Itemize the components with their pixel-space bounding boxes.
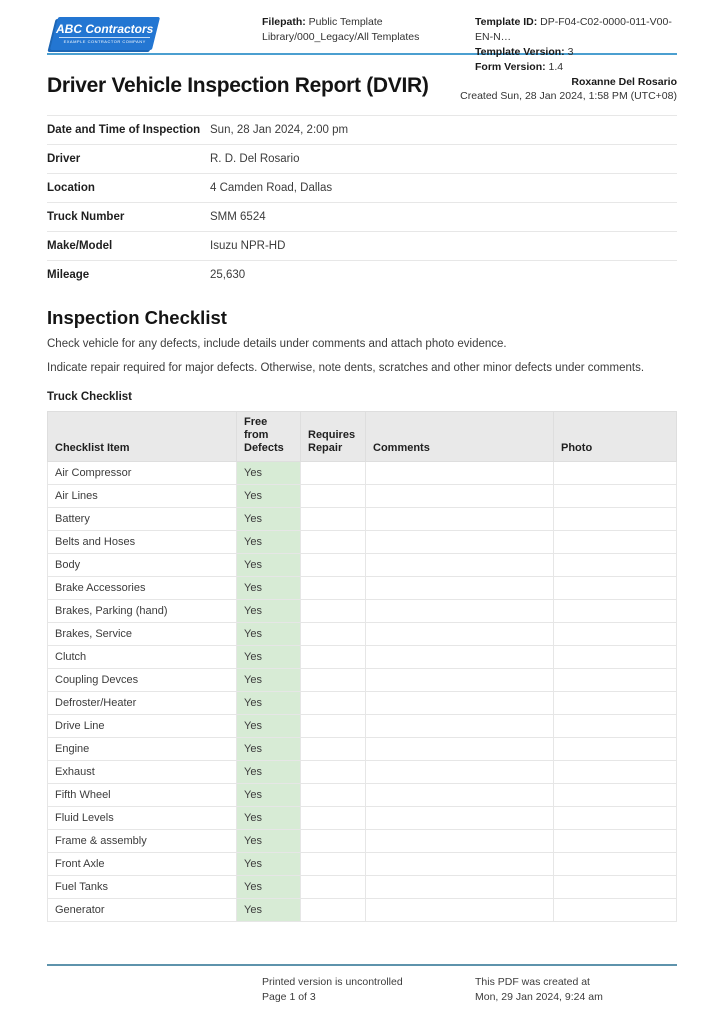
detail-row bbox=[47, 173, 677, 202]
requires-repair-cell bbox=[301, 761, 366, 784]
footer-left-block bbox=[262, 975, 475, 1005]
comments-cell bbox=[366, 600, 554, 623]
template-meta-block bbox=[475, 14, 677, 75]
detail-row bbox=[47, 144, 677, 173]
detail-label: Make/Model bbox=[47, 240, 113, 252]
requires-repair-cell bbox=[301, 715, 366, 738]
footer-divider-rule bbox=[47, 964, 677, 966]
requires-repair-cell bbox=[301, 508, 366, 531]
pdf-created-label: This PDF was created at bbox=[475, 976, 590, 988]
created-timestamp: Created Sun, 28 Jan 2024, 1:58 PM (UTC+08) bbox=[460, 90, 677, 102]
requires-repair-cell bbox=[301, 485, 366, 508]
company-name: ABC Contractors bbox=[56, 22, 154, 36]
truck-checklist-table bbox=[47, 411, 677, 922]
form-version-label: Form Version: bbox=[475, 61, 546, 73]
free-from-defects-cell: Yes bbox=[237, 692, 301, 715]
detail-row bbox=[47, 202, 677, 231]
requires-repair-cell bbox=[301, 646, 366, 669]
filepath-value: Public Template Library/000_Legacy/All Templates bbox=[262, 16, 420, 43]
detail-label: Date and Time of Inspection bbox=[47, 124, 201, 136]
checklist-item-cell: Body bbox=[48, 554, 237, 577]
checklist-item-cell: Drive Line bbox=[48, 715, 237, 738]
filepath-label: Filepath: bbox=[262, 16, 306, 28]
checklist-item-cell: Exhaust bbox=[48, 761, 237, 784]
checklist-item-cell: Frame & assembly bbox=[48, 830, 237, 853]
detail-row bbox=[47, 260, 677, 289]
free-from-defects-cell: Yes bbox=[237, 623, 301, 646]
comments-cell bbox=[366, 715, 554, 738]
photo-cell bbox=[554, 554, 677, 577]
free-from-defects-cell: Yes bbox=[237, 485, 301, 508]
table-row bbox=[48, 462, 677, 485]
photo-cell bbox=[554, 600, 677, 623]
free-from-defects-cell: Yes bbox=[237, 600, 301, 623]
table-row bbox=[48, 692, 677, 715]
inspection-details-list bbox=[47, 115, 677, 289]
photo-cell bbox=[554, 462, 677, 485]
checklist-item-cell: Clutch bbox=[48, 646, 237, 669]
comments-cell bbox=[366, 876, 554, 899]
form-version-value: 1.4 bbox=[548, 61, 564, 73]
free-from-defects-cell: Yes bbox=[237, 554, 301, 577]
section-description-1: Check vehicle for any defects, include details under comments and attach photo evidence. bbox=[47, 338, 507, 350]
table-row bbox=[48, 807, 677, 830]
column-header-comments: Comments bbox=[366, 412, 554, 462]
footer-columns bbox=[47, 975, 677, 1005]
requires-repair-cell bbox=[301, 669, 366, 692]
comments-cell bbox=[366, 669, 554, 692]
table-row bbox=[48, 600, 677, 623]
comments-cell bbox=[366, 807, 554, 830]
table-row bbox=[48, 531, 677, 554]
requires-repair-cell bbox=[301, 692, 366, 715]
checklist-item-cell: Fluid Levels bbox=[48, 807, 237, 830]
section-heading: Inspection Checklist bbox=[47, 307, 227, 328]
checklist-item-cell: Front Axle bbox=[48, 853, 237, 876]
comments-cell bbox=[366, 830, 554, 853]
free-from-defects-cell: Yes bbox=[237, 577, 301, 600]
photo-cell bbox=[554, 692, 677, 715]
detail-value: Isuzu NPR-HD bbox=[210, 240, 286, 252]
table-row bbox=[48, 554, 677, 577]
requires-repair-cell bbox=[301, 600, 366, 623]
checklist-item-cell: Coupling Devces bbox=[48, 669, 237, 692]
photo-cell bbox=[554, 508, 677, 531]
requires-repair-cell bbox=[301, 554, 366, 577]
photo-cell bbox=[554, 485, 677, 508]
free-from-defects-cell: Yes bbox=[237, 899, 301, 922]
comments-cell bbox=[366, 531, 554, 554]
detail-value: Sun, 28 Jan 2024, 2:00 pm bbox=[210, 124, 349, 136]
free-from-defects-cell: Yes bbox=[237, 853, 301, 876]
table-row bbox=[48, 669, 677, 692]
footer-right-block bbox=[475, 975, 677, 1005]
table-row bbox=[48, 485, 677, 508]
comments-cell bbox=[366, 646, 554, 669]
photo-cell bbox=[554, 577, 677, 600]
requires-repair-cell bbox=[301, 899, 366, 922]
detail-label: Truck Number bbox=[47, 211, 125, 223]
comments-cell bbox=[366, 853, 554, 876]
page-title: Driver Vehicle Inspection Report (DVIR) bbox=[47, 74, 429, 97]
comments-cell bbox=[366, 899, 554, 922]
author-name: Roxanne Del Rosario bbox=[571, 76, 677, 88]
free-from-defects-cell: Yes bbox=[237, 807, 301, 830]
template-version-label: Template Version: bbox=[475, 46, 565, 58]
photo-cell bbox=[554, 715, 677, 738]
comments-cell bbox=[366, 761, 554, 784]
column-header-photo: Photo bbox=[554, 412, 677, 462]
document-header bbox=[47, 0, 677, 73]
checklist-item-cell: Engine bbox=[48, 738, 237, 761]
table-header-row bbox=[48, 412, 677, 462]
table-row bbox=[48, 784, 677, 807]
template-id-row bbox=[475, 15, 677, 45]
free-from-defects-cell: Yes bbox=[237, 531, 301, 554]
table-row bbox=[48, 646, 677, 669]
detail-value: R. D. Del Rosario bbox=[210, 153, 300, 165]
table-row bbox=[48, 715, 677, 738]
detail-label: Location bbox=[47, 182, 95, 194]
checklist-item-cell: Battery bbox=[48, 508, 237, 531]
photo-cell bbox=[554, 623, 677, 646]
photo-cell bbox=[554, 738, 677, 761]
page-number: Page 1 of 3 bbox=[262, 991, 316, 1003]
table-row bbox=[48, 623, 677, 646]
table-row bbox=[48, 738, 677, 761]
photo-cell bbox=[554, 531, 677, 554]
free-from-defects-cell: Yes bbox=[237, 830, 301, 853]
photo-cell bbox=[554, 784, 677, 807]
column-header-free-from-defects: Free from Defects bbox=[237, 412, 301, 462]
free-from-defects-cell: Yes bbox=[237, 738, 301, 761]
requires-repair-cell bbox=[301, 577, 366, 600]
comments-cell bbox=[366, 692, 554, 715]
column-header-requires-repair: Requires Repair bbox=[301, 412, 366, 462]
table-row bbox=[48, 577, 677, 600]
checklist-item-cell: Fifth Wheel bbox=[48, 784, 237, 807]
checklist-item-cell: Fuel Tanks bbox=[48, 876, 237, 899]
requires-repair-cell bbox=[301, 623, 366, 646]
company-tagline: EXAMPLE CONTRACTOR COMPANY bbox=[59, 37, 150, 44]
checklist-item-cell: Brake Accessories bbox=[48, 577, 237, 600]
company-logo-text bbox=[56, 23, 153, 44]
detail-label: Driver bbox=[47, 153, 81, 165]
free-from-defects-cell: Yes bbox=[237, 876, 301, 899]
footer-spacer bbox=[47, 975, 262, 1005]
free-from-defects-cell: Yes bbox=[237, 784, 301, 807]
requires-repair-cell bbox=[301, 738, 366, 761]
free-from-defects-cell: Yes bbox=[237, 669, 301, 692]
photo-cell bbox=[554, 876, 677, 899]
detail-label: Mileage bbox=[47, 269, 90, 281]
comments-cell bbox=[366, 485, 554, 508]
table-row bbox=[48, 830, 677, 853]
requires-repair-cell bbox=[301, 462, 366, 485]
comments-cell bbox=[366, 554, 554, 577]
author-block bbox=[460, 73, 677, 103]
checklist-item-cell: Defroster/Heater bbox=[48, 692, 237, 715]
checklist-item-cell: Belts and Hoses bbox=[48, 531, 237, 554]
requires-repair-cell bbox=[301, 830, 366, 853]
detail-row bbox=[47, 231, 677, 260]
free-from-defects-cell: Yes bbox=[237, 646, 301, 669]
photo-cell bbox=[554, 899, 677, 922]
free-from-defects-cell: Yes bbox=[237, 715, 301, 738]
photo-cell bbox=[554, 646, 677, 669]
detail-row bbox=[47, 115, 677, 144]
filepath-block bbox=[262, 14, 475, 45]
detail-value: 25,630 bbox=[210, 269, 246, 281]
template-version-value: 3 bbox=[567, 46, 574, 58]
comments-cell bbox=[366, 738, 554, 761]
template-id-value: DP-F04-C02-0000-011-V00-EN-N… bbox=[475, 16, 672, 43]
document-footer bbox=[47, 964, 677, 1005]
photo-cell bbox=[554, 761, 677, 784]
requires-repair-cell bbox=[301, 807, 366, 830]
template-version-row bbox=[475, 45, 677, 60]
table-row bbox=[48, 876, 677, 899]
checklist-item-cell: Brakes, Service bbox=[48, 623, 237, 646]
requires-repair-cell bbox=[301, 876, 366, 899]
checklist-item-cell: Generator bbox=[48, 899, 237, 922]
comments-cell bbox=[366, 577, 554, 600]
comments-cell bbox=[366, 784, 554, 807]
section-description-2: Indicate repair required for major defects. Otherwise, note dents, scratches and other minor defects under comments. bbox=[47, 362, 645, 374]
detail-value: 4 Camden Road, Dallas bbox=[210, 182, 333, 194]
free-from-defects-cell: Yes bbox=[237, 462, 301, 485]
logo-column bbox=[47, 14, 262, 50]
table-row bbox=[48, 761, 677, 784]
comments-cell bbox=[366, 623, 554, 646]
pdf-created-timestamp: Mon, 29 Jan 2024, 9:24 am bbox=[475, 991, 603, 1003]
free-from-defects-cell: Yes bbox=[237, 508, 301, 531]
photo-cell bbox=[554, 853, 677, 876]
comments-cell bbox=[366, 462, 554, 485]
template-id-label: Template ID: bbox=[475, 16, 538, 28]
photo-cell bbox=[554, 830, 677, 853]
table-title: Truck Checklist bbox=[47, 391, 133, 403]
checklist-item-cell: Air Compressor bbox=[48, 462, 237, 485]
requires-repair-cell bbox=[301, 853, 366, 876]
uncontrolled-note: Printed version is uncontrolled bbox=[262, 976, 403, 988]
requires-repair-cell bbox=[301, 784, 366, 807]
table-row bbox=[48, 508, 677, 531]
title-block bbox=[47, 73, 677, 103]
comments-cell bbox=[366, 508, 554, 531]
table-row bbox=[48, 899, 677, 922]
column-header-checklist-item: Checklist Item bbox=[48, 412, 237, 462]
company-logo bbox=[50, 17, 160, 50]
table-row bbox=[48, 853, 677, 876]
detail-value: SMM 6524 bbox=[210, 211, 266, 223]
checklist-item-cell: Brakes, Parking (hand) bbox=[48, 600, 237, 623]
photo-cell bbox=[554, 669, 677, 692]
photo-cell bbox=[554, 807, 677, 830]
checklist-item-cell: Air Lines bbox=[48, 485, 237, 508]
free-from-defects-cell: Yes bbox=[237, 761, 301, 784]
requires-repair-cell bbox=[301, 531, 366, 554]
